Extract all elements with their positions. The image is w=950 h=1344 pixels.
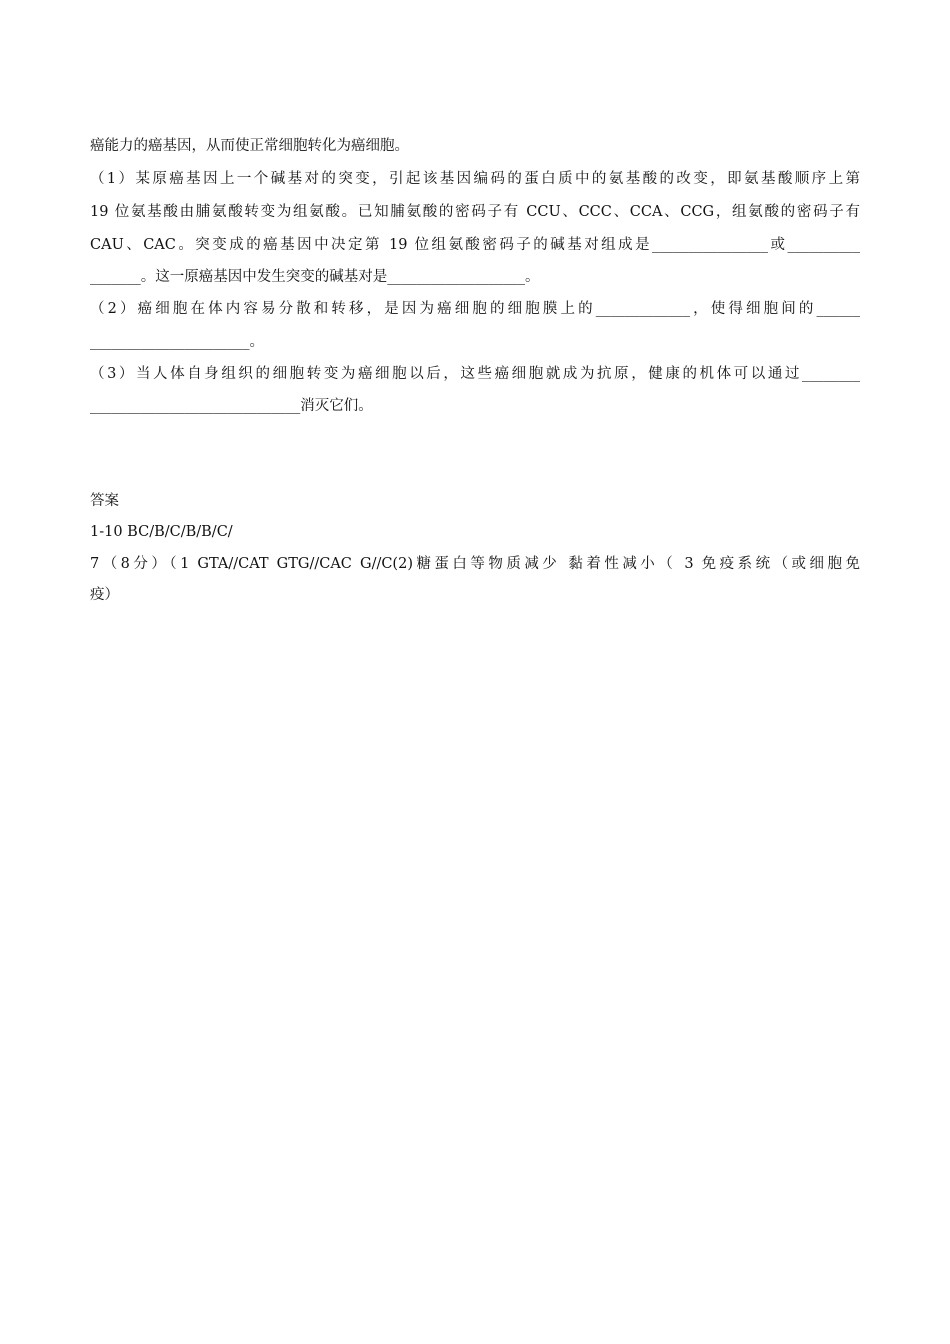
question-line-9: _____________________________消灭它们。 xyxy=(90,398,373,414)
question-line-1: 癌能力的癌基因，从而使正常细胞转化为癌细胞。 xyxy=(90,138,409,154)
question-line-5: _______。这一原癌基因中发生突变的碱基对是___________________。 xyxy=(90,269,540,285)
question-line-3: 19 位氨基酸由脯氨酸转变为组氨酸。已知脯氨酸的密码子有 CCU、CCC、CCA、CCG，组氨酸的密码子有 xyxy=(90,204,860,220)
answer-heading: 答案 xyxy=(90,493,119,509)
question-line-8: （3）当人体自身组织的细胞转变为癌细胞以后，这些癌细胞就成为抗原，健康的机体可以通过________ xyxy=(90,366,860,382)
question-line-6: （2）癌细胞在体内容易分散和转移，是因为癌细胞的细胞膜上的_____________，使得细胞间的______ xyxy=(90,301,860,317)
answer-line-1: 1-10 BC/B/C/B/B/C/ xyxy=(90,524,233,540)
question-line-2: （1）某原癌基因上一个碱基对的突变，引起该基因编码的蛋白质中的氨基酸的改变，即氨基酸顺序上第 xyxy=(90,171,860,187)
answer-line-3: 疫） xyxy=(90,587,119,603)
question-line-7: ______________________。 xyxy=(90,334,264,350)
question-line-4: CAU、CAC。突变成的癌基因中决定第 19 位组氨酸密码子的碱基对组成是________________或__________ xyxy=(90,237,860,253)
answer-line-2: 7（8分）（1 GTA//CAT GTG//CAC G//C(2)糖蛋白等物质减少 黏着性减小（ 3 免疫系统（或细胞免 xyxy=(90,556,860,572)
